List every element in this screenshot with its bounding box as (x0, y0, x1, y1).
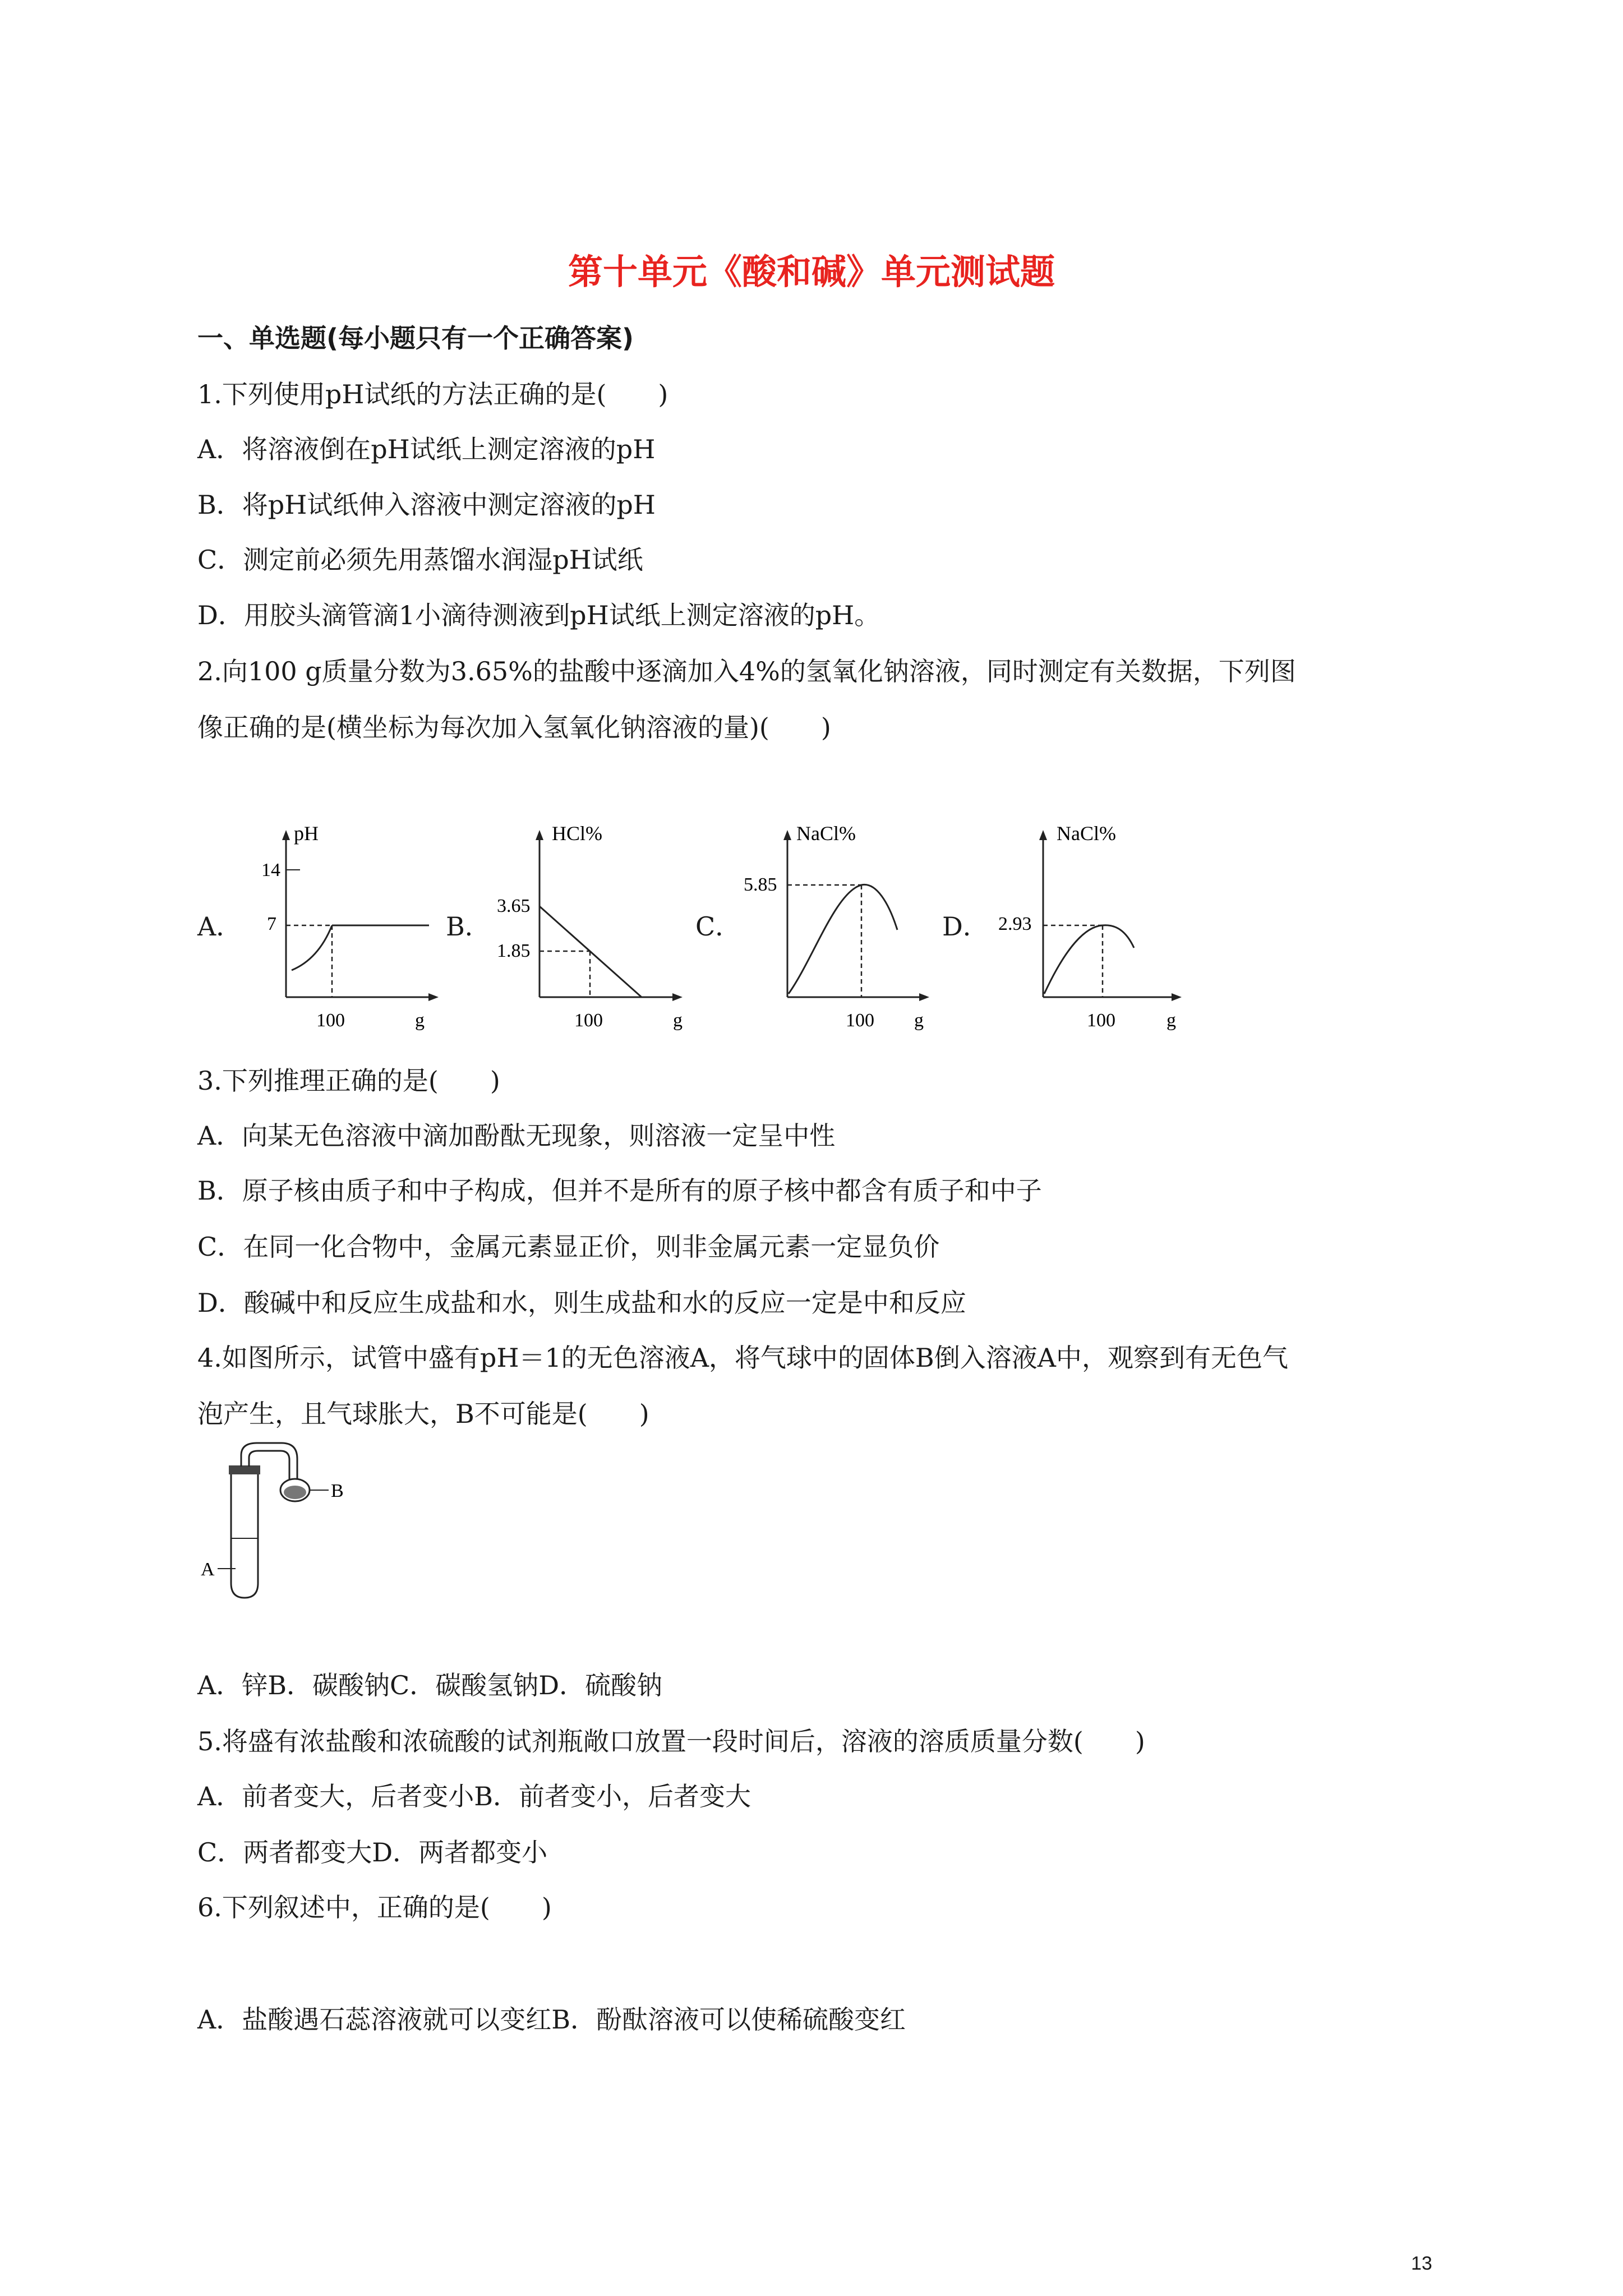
graph-c-xtick: 100 (846, 1010, 874, 1031)
question-3-option-a: A．向某无色溶液中滴加酚酞无现象，则溶液一定呈中性 (197, 1121, 836, 1151)
graph-c-ylabel: NaCl% (796, 822, 856, 845)
graph-b-ytick-365: 3.65 (497, 896, 531, 916)
graph-option-d-label: D． (942, 911, 989, 942)
graph-d-xunit: g (1166, 1010, 1176, 1031)
section-heading: 一、单选题(每小题只有一个正确答案) (197, 323, 634, 353)
question-1-option-d: D．用胶头滴管滴1小滴待测液到pH试纸上测定溶液的pH。 (197, 600, 880, 630)
document-title: 第十单元《酸和碱》单元测试题 (568, 251, 1055, 292)
question-5-options-line-2: C．两者都变大D．两者都变小 (197, 1837, 548, 1868)
graph-a-xunit: g (415, 1010, 425, 1031)
question-4-stem-line-2: 泡产生，且气球胀大，B不可能是( ) (197, 1399, 649, 1429)
graph-b-ylabel: HCl% (552, 822, 602, 845)
graph-d-ylabel: NaCl% (1057, 822, 1116, 845)
question-5-options-line-1: A．前者变大，后者变小B．前者变小，后者变大 (197, 1781, 751, 1811)
graph-b-xunit: g (673, 1010, 683, 1031)
graph-a-ytick-7: 7 (267, 914, 276, 934)
question-1-option-b: B．将pH试纸伸入溶液中测定溶液的pH (197, 490, 656, 520)
graph-d-ytick: 2.93 (998, 914, 1032, 934)
graph-d-nacl (981, 819, 1195, 1038)
question-4-stem-line-1: 4.如图所示，试管中盛有pH＝1的无色溶液A，将气球中的固体B倒入溶液A中，观察到有无色气 (197, 1343, 1288, 1373)
question-3-option-c: C．在同一化合物中，金属元素显正价，则非金属元素一定显负价 (197, 1232, 940, 1262)
question-6-options: A．盐酸遇石蕊溶液就可以变红B．酚酞溶液可以使稀硫酸变红 (197, 2004, 906, 2035)
question-1-option-a: A．将溶液倒在pH试纸上测定溶液的pH (197, 434, 656, 464)
graph-c-xunit: g (914, 1010, 924, 1031)
question-3-stem: 3.下列推理正确的是( ) (197, 1066, 500, 1096)
graph-c-nacl (729, 819, 942, 1038)
graph-a-xtick: 100 (316, 1010, 345, 1031)
question-1-stem: 1.下列使用pH试纸的方法正确的是( ) (197, 379, 668, 409)
graph-option-c-label: C． (695, 911, 741, 942)
question-5-stem: 5.将盛有浓盐酸和浓硫酸的试剂瓶敞口放置一段时间后，溶液的溶质质量分数( ) (197, 1726, 1145, 1756)
question-3-option-d: D．酸碱中和反应生成盐和水，则生成盐和水的反应一定是中和反应 (197, 1288, 966, 1318)
graph-b-ytick-185: 1.85 (497, 940, 531, 961)
graph-option-a-label: A． (197, 911, 242, 942)
figure-label-b: B (331, 1481, 344, 1501)
question-1-option-c: C．测定前必须先用蒸馏水润湿pH试纸 (197, 545, 643, 575)
graph-a-ylabel: pH (294, 822, 319, 845)
graph-c-ytick: 5.85 (744, 874, 777, 895)
graph-a-ph (247, 819, 449, 1038)
figure-label-a: A (201, 1559, 215, 1580)
question-3-option-b: B．原子核由质子和中子构成，但并不是所有的原子核中都含有质子和中子 (197, 1175, 1042, 1206)
question-4-options: A．锌B．碳酸钠C．碳酸氢钠D．硫酸钠 (197, 1670, 663, 1700)
question-2-stem-line-1: 2.向100 g质量分数为3.65%的盐酸中逐滴加入4%的氢氧化钠溶液，同时测定有关数据，下列图 (197, 656, 1296, 686)
page-number: 13 (1411, 2253, 1432, 2274)
test-tube-balloon-figure (196, 1439, 381, 1607)
graph-d-xtick: 100 (1087, 1010, 1115, 1031)
question-2-stem-line-2: 像正确的是(横坐标为每次加入氢氧化钠溶液的量)( ) (197, 712, 831, 743)
graph-b-hcl (482, 819, 695, 1038)
graph-b-xtick: 100 (574, 1010, 603, 1031)
question-6-stem: 6.下列叙述中，正确的是( ) (197, 1892, 552, 1922)
graph-option-b-label: B． (446, 911, 491, 942)
graph-a-ytick-14: 14 (261, 860, 280, 880)
